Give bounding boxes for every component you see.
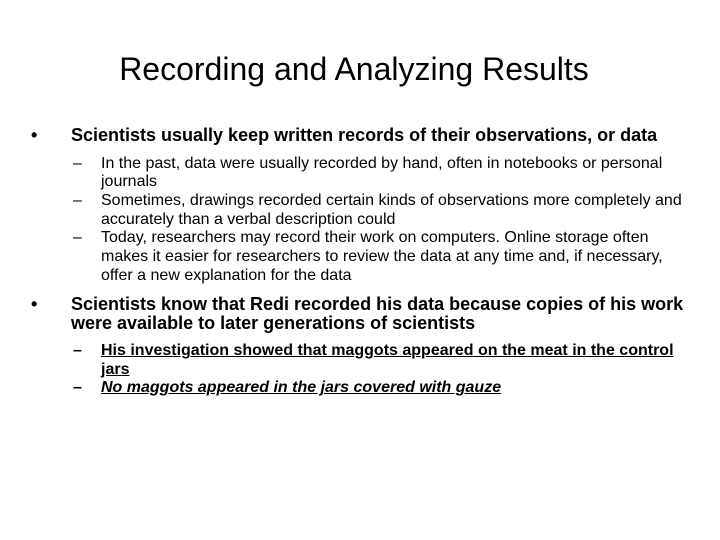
sub-bullet-item bbox=[71, 155, 688, 192]
dash-marker: – bbox=[73, 229, 82, 247]
bullet-item-redi bbox=[28, 295, 688, 398]
bullet-marker: • bbox=[31, 294, 38, 315]
bullet-text: Scientists usually keep written records of their observations, or data bbox=[71, 125, 658, 145]
dash-marker: – bbox=[73, 342, 82, 360]
bullet-item-records bbox=[28, 126, 688, 285]
sub-bullet-item bbox=[71, 229, 688, 285]
sub-bullet-item bbox=[71, 342, 688, 379]
sub-bullet-text: In the past, data were usually recorded by hand, often in notebooks or personal journals bbox=[101, 154, 663, 191]
bullet-marker: • bbox=[31, 125, 38, 145]
sub-bullet-text: No maggots appeared in the jars covered with gauze bbox=[101, 379, 502, 397]
sub-bullet-text: Sometimes, drawings recorded certain kinds of observations more completely and accurately than a verbal description could bbox=[101, 191, 682, 228]
dash-marker: – bbox=[73, 154, 82, 172]
slide-title: Recording and Analyzing Results bbox=[119, 51, 589, 87]
dash-marker: – bbox=[73, 379, 82, 397]
sub-bullet-item bbox=[71, 379, 688, 398]
bullet-list bbox=[28, 126, 688, 405]
sub-bullet-list bbox=[71, 155, 688, 286]
bullet-text: Scientists know that Redi recorded his data because copies of his work were available to later generations of scientists bbox=[71, 294, 684, 333]
sub-bullet-text: His investigation showed that maggots appeared on the meat in the control jars bbox=[101, 342, 674, 378]
dash-marker: – bbox=[73, 191, 82, 209]
sub-bullet-item bbox=[71, 192, 688, 229]
sub-bullet-text: Today, researchers may record their work on computers. Online storage often makes it easier for researchers to review the data at any time and, if necessary, offer a new explanation for the data bbox=[101, 229, 663, 284]
sub-bullet-list bbox=[71, 342, 688, 398]
